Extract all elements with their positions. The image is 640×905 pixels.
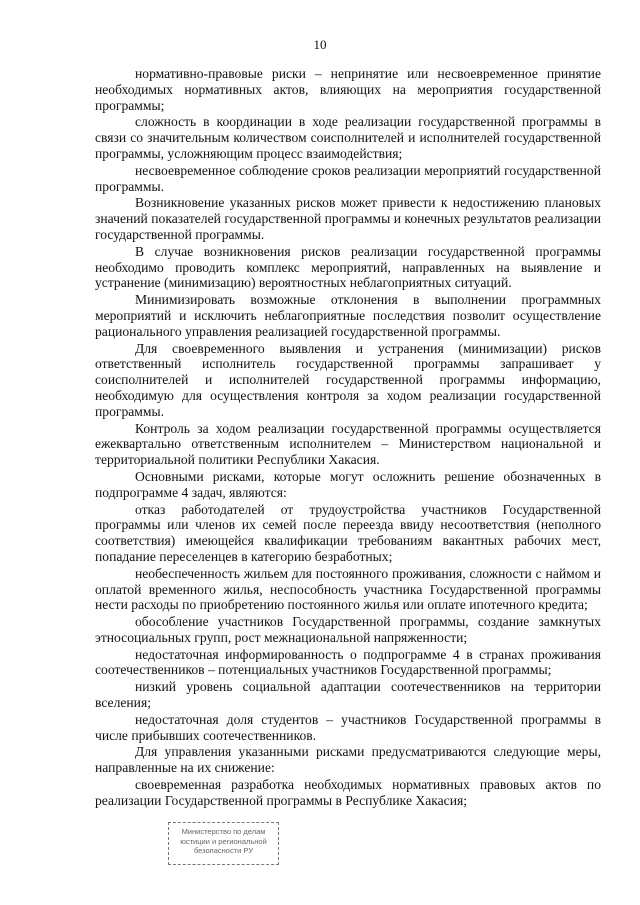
paragraph: недостаточная доля студентов – участников Государственной программы в числе прибывших соотечественников. (95, 711, 601, 743)
document-body (95, 66, 601, 810)
paragraph: Для своевременного выявления и устранения (минимизации) рисков ответственный исполнитель государственной программы запрашивает у соисполнителей и исполнителей государственной программы информацию, необходимую для осуществления контроля за ходом реализации государственной программы. (95, 340, 601, 419)
paragraph: обособление участников Государственной программы, создание замкнутых этносоциальных групп, рост межнациональной напряженности; (95, 614, 601, 645)
registration-stamp (168, 822, 279, 865)
page-number: 10 (313, 37, 327, 52)
paragraph: низкий уровень социальной адаптации соотечественников на территории вселения; (95, 679, 601, 711)
paragraph: Возникновение указанных рисков может привести к недостижению плановых значений показателей государственной программы и конечных результатов реализации государственной программы. (95, 195, 601, 242)
paragraph: Минимизировать возможные отклонения в выполнении программных мероприятий и исключить неблагоприятные последствия позволит осуществление рационального управления реализацией государственной программы. (95, 292, 601, 339)
paragraph: В случае возникновения рисков реализации государственной программы необходимо проводить комплекс мероприятий, направленных на выявление и устранение (минимизацию) вероятностных неблагоприятных ситуаций. (95, 243, 601, 291)
paragraph: отказ работодателей от трудоустройства участников Государственной программы или членов их семей после переезда ввиду несоответствия (неполного соответствия) имеющейся квалификации требованиям вакантных рабочих мест, попадание переселенцев в категорию безработных; (95, 501, 601, 564)
stamp-line: безопасности РУ (193, 846, 254, 855)
paragraph: недостаточная информированность о подпрограмме 4 в странах проживания соотечественников – потенциальных участников Государственной программы; (95, 646, 601, 678)
paragraph: несвоевременное соблюдение сроков реализации мероприятий государственной программы. (95, 162, 601, 194)
paragraph: своевременная разработка необходимых нормативных правовых актов по реализации Государственной программы в Республике Хакасия; (95, 777, 601, 808)
paragraph: Основными рисками, которые могут осложнить решение обозначенных в подпрограмме 4 задач, являются: (95, 468, 601, 500)
paragraph: сложность в координации в ходе реализации государственной программы в связи со значительным количеством соисполнителей и исполнителей государственной программы, усложняющим процесс взаимодействия; (95, 114, 601, 161)
paragraph: нормативно-правовые риски – непринятие или несвоевременное принятие необходимых нормативных актов, влияющих на мероприятия государственной программы; (95, 66, 601, 113)
paragraph: Контроль за ходом реализации государственной программы осуществляется ежеквартально ответственным исполнителем – Министерством национальной и территориальной политики Республики Хакасия. (95, 420, 601, 468)
paragraph: необеспеченность жильем для постоянного проживания, сложности с наймом и оплатой временного жилья, неспособность участника Государственной программы нести расходы по приобретению постоянного жилья или оплате ипотечного кредита; (95, 565, 601, 613)
stamp-line: Министерство по делам (181, 827, 266, 836)
paragraph: Для управления указанными рисками предусматриваются следующие меры, направленные на их снижение: (95, 744, 601, 776)
stamp-line: юстиции и региональной (180, 836, 267, 846)
